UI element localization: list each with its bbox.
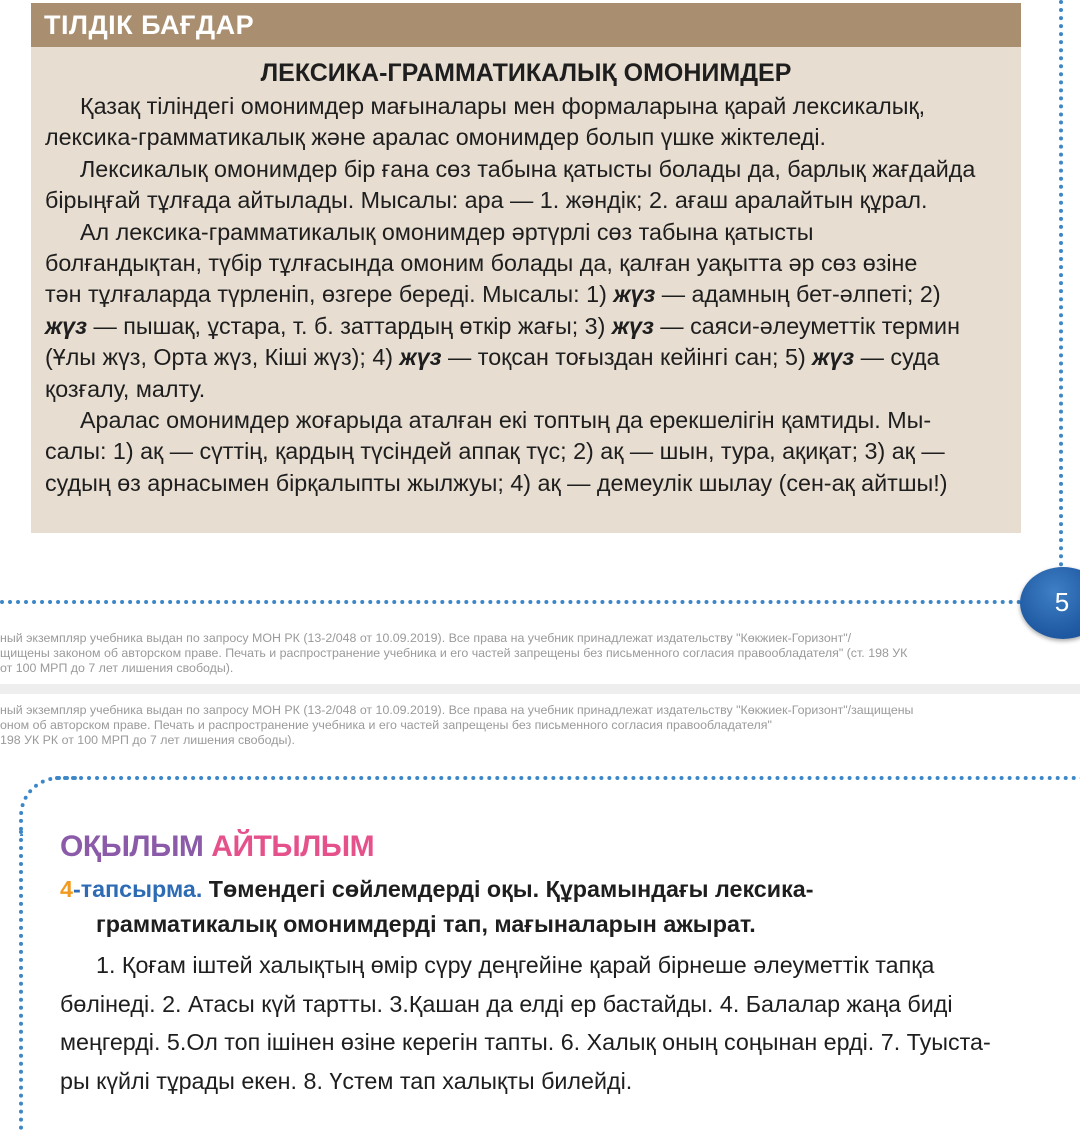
rule-p1-line2: лексика-грамматикалық және аралас омонимдер болып үшке жіктеледі.	[45, 124, 827, 151]
copyright-line: 198 УК РК от 100 МРП до 7 лет лишения свободы).	[0, 733, 295, 747]
rule-p2-line1: Лексикалық омонимдер бір ғана сөз табына қатысты болады да, барлық жағдайда	[80, 155, 976, 182]
rule-p3-line4-end: — пышақ, ұстара, т. б. заттардың өткір жағы; 3)	[87, 312, 612, 339]
copyright-notice	[0, 703, 1080, 748]
rule-title: ЛЕКСИКА-ГРАММАТИКАЛЫҚ ОМОНИМДЕР	[260, 59, 792, 87]
example-word: жүз	[613, 281, 656, 308]
page-border-bottom	[0, 600, 1030, 604]
rule-p2-line2: бірыңғай тұлғада айтылады. Мысалы: ара — 1. жәндік; 2. ағаш аралайтын құрал.	[45, 187, 928, 214]
page-border-right	[1059, 0, 1063, 575]
rule-p3-line5-mid: — тоқсан тоғыздан кейінгі сан; 5)	[441, 344, 813, 371]
example-word: жүз	[611, 312, 654, 339]
frame-border-top	[55, 776, 1080, 780]
task-instruction-2: грамматикалық омонимдерді тап, мағыналарын ажырат.	[96, 911, 756, 937]
rule-p4-line2: салы: 1) ақ — сүттің, қардың түсіндей аппақ түс; 2) ақ — шын, тура, ақиқат; 3) ақ —	[45, 438, 945, 465]
section-title-speaking: АЙТЫЛЫМ	[211, 830, 375, 863]
rule-p3-line3	[45, 279, 1011, 310]
rule-p3-line5	[45, 342, 1011, 373]
page-number: 5	[1054, 587, 1070, 617]
rule-p3-line1: Ал лексика-грамматикалық омонимдер әртүрлі сөз табына қатысты	[80, 218, 814, 245]
sentence-line: ры күйлі тұрады екен. 8. Үстем тап халықты билейді.	[60, 1067, 633, 1094]
rule-p1-line1: Қазақ тіліндегі омонимдер мағыналары мен формаларына қарай лексикалық,	[80, 93, 926, 119]
copyright-line: ный экземпляр учебника выдан по запросу МОН РК (13-2/048 от 10.09.2019). Все права на учебник принадлежат издательству "Көкжиек-Горизонт"/	[0, 631, 852, 645]
rule-p3-line5-end: — суда	[854, 344, 940, 371]
rule-p3-line3-end: — адамның бет-әлпеті; 2)	[655, 281, 941, 308]
copyright-notice	[0, 631, 1080, 676]
task-sentences	[60, 946, 1060, 1100]
sentence-line: бөлінеді. 2. Атасы күй тартты. 3.Қашан да елді ер бастайды. 4. Балалар жаңа биді	[60, 990, 953, 1017]
frame-border-corner	[19, 776, 79, 836]
example-word: жүз	[399, 344, 442, 371]
rule-p3-line5-start: (Ұлы жүз, Орта жүз, Кіші жүз); 4)	[45, 344, 400, 371]
task-line1	[60, 872, 1060, 907]
rule-p4-line1: Аралас омонимдер жоғарыда аталған екі топтың да ерекшелігін қамтиды. Мы-	[80, 406, 932, 433]
copyright-line: от 100 МРП до 7 лет лишения свободы).	[0, 661, 234, 675]
copyright-line: ный экземпляр учебника выдан по запросу МОН РК (13-2/048 от 10.09.2019). Все права на учебник принадлежат издательству "Көкжиек-Горизонт"/защищены	[0, 703, 914, 717]
sentence-line: меңгерді. 5.Ол топ ішінен өзіне керегін тапты. 6. Халық оның соңынан ерді. 7. Туыста-	[60, 1029, 991, 1055]
rule-p3-line4	[45, 311, 1011, 342]
task-label: -тапсырма.	[72, 876, 203, 902]
rule-box	[31, 3, 1021, 533]
example-word: жүз	[812, 344, 855, 371]
rule-p3-line6: қозғалу, малту.	[45, 375, 206, 402]
sentence-line: 1. Қоғам іштей халықтың өмір сүру деңгейіне қарай бірнеше әлеуметтік тапқа	[96, 952, 935, 978]
copyright-line: щищены законом об авторском праве. Печать и распространение учебника и его частей запрещены без письменного согласия правообладателя" (ст. 198 УК	[0, 646, 908, 660]
frame-border-left	[19, 830, 23, 1130]
page-separator	[0, 684, 1080, 694]
page-number-badge	[1020, 567, 1080, 639]
rule-p3-line3-text: тән тұлғаларда түрленіп, өзгере береді. Мысалы: 1)	[45, 281, 614, 308]
task-instruction-1: Төмендегі сөйлемдерді оқы. Құрамындағы лексика-	[202, 876, 814, 902]
section-title	[60, 828, 374, 866]
rule-p3-line2: болғандықтан, түбір тұлғасында омоним болады да, қалған уақытта әр сөз өзіне	[45, 249, 918, 276]
section-title-reading: ОҚЫЛЫМ	[60, 830, 204, 863]
rule-body	[45, 91, 1011, 499]
task-heading	[60, 872, 1060, 942]
task-number: 4	[60, 876, 73, 902]
rule-p3-line4-end2: — саяси-әлеуметтік термин	[653, 312, 960, 339]
rule-header: ТІЛДІК БАҒДАР	[31, 3, 1021, 47]
example-word: жүз	[45, 312, 87, 339]
copyright-line: оном об авторском праве. Печать и распространение учебника и его частей запрещены без письменного согласия правообладателя"	[0, 718, 772, 732]
rule-p4-line3: судың өз арнасымен бірқалыпты жылжуы; 4) ақ — демеулік шылау (сен-ақ айтшы!)	[45, 469, 948, 496]
